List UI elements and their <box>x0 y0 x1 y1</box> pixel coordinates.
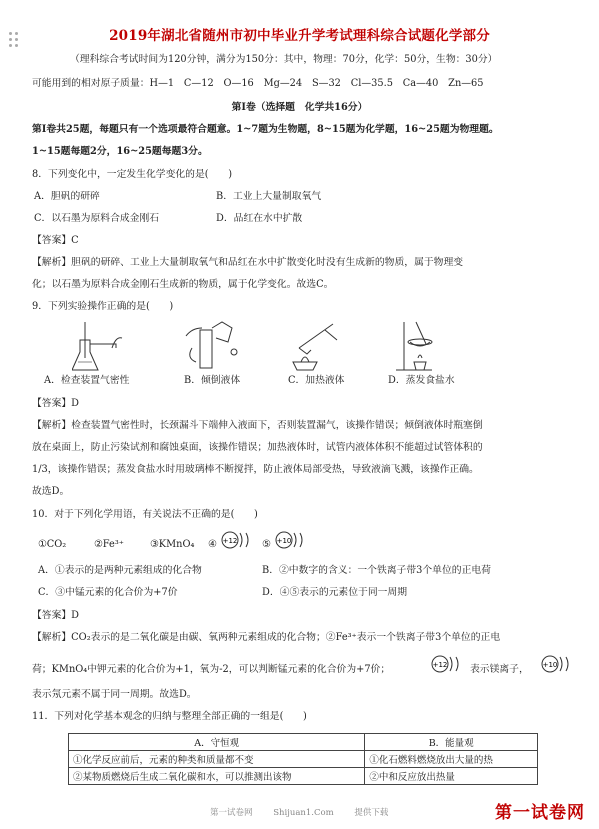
q9-explanation-2: 放在桌面上，防止污染试剂和腐蚀桌面，该操作错误；加热液体时，试管内液体体积不能超过试管体积的 <box>32 442 483 453</box>
q9-explanation-1: 【解析】检查装置气密性时，长颈漏斗下端伸入液面下，否则装置漏气，该操作错误；倾倒液体时瓶塞倒 <box>32 420 483 431</box>
q10-explanation-3: 表示氖元素不属于同一周期。故选D。 <box>32 689 197 700</box>
q10-symbol-3: ③KMnO₄ <box>150 539 195 550</box>
question-10: 10．对于下列化学用语，有关说法不正确的是( ) <box>32 509 258 520</box>
q8-option-c: C．以石墨为原料合成金刚石 <box>34 213 160 224</box>
atom-label-12: +12 <box>222 537 238 545</box>
atom-label-10: +10 <box>276 537 292 545</box>
table-header-b: B．能量观 <box>365 734 538 751</box>
question-8: 8．下列变化中，一定发生化学变化的是( ) <box>32 169 233 180</box>
brand-watermark: 第一试卷网 <box>495 803 585 823</box>
q10-explanation-1: 【解析】CO₂表示的是二氧化碳是由碳、氧两种元素组成的化合物；②Fe³⁺表示一个铁离子带3个单位的正电 <box>32 632 501 643</box>
table-cell-b2: ②中和反应放出热量 <box>365 768 538 785</box>
question-9: 9．下列实验操作正确的是( ) <box>32 301 174 312</box>
footer-site-name: 第一试卷网 <box>210 808 253 818</box>
q9-explanation-4: 故选D。 <box>32 486 70 497</box>
q10-explanation-2: 荷；KMnO₄中钾元素的化合价为+1，氧为-2，可以判断锰元素的化合价为+7价； <box>32 664 391 675</box>
table-cell-a1: ①化学反应前后，元素的种类和质量都不变 <box>69 751 365 768</box>
q9-option-b: B．倾倒液体 <box>184 375 241 386</box>
q10-symbol-2: ②Fe³⁺ <box>94 539 124 550</box>
q10-symbol-5: ⑤ <box>262 539 271 550</box>
page-footer <box>210 806 406 818</box>
q8-explanation-1: 【解析】胆矾的研碎、工业上大量制取氧气和品红在水中扩散变化时没有生成新的物质，属于物理变 <box>32 257 464 268</box>
q9-option-a: A．检查装置气密性 <box>44 375 130 386</box>
q10-explanation-2b: 表示镁离子， <box>470 664 529 675</box>
instructions-line-2: 1~15题每题2分，16~25题每题3分。 <box>32 146 208 157</box>
table-cell-b1: ①化石燃料燃烧放出大量的热 <box>365 751 538 768</box>
q10-answer: 【答案】D <box>32 610 80 621</box>
flask-apparatus-icon <box>72 322 122 370</box>
q9-option-d: D．蒸发食盐水 <box>388 375 455 386</box>
footer-site-url: Shijuan1.Com <box>273 808 334 818</box>
atom-label-10-inline: +10 <box>542 661 558 669</box>
section-heading: 第Ⅰ卷（选择题 化学共16分） <box>231 102 368 113</box>
q11-options-table <box>68 733 538 785</box>
page-title: 2019年湖北省随州市初中毕业升学考试理科综合试题化学部分 <box>109 28 490 44</box>
q10-option-d: D．④⑤表示的元素位于同一周期 <box>262 587 408 598</box>
table-header-a: A．守恒观 <box>69 734 365 751</box>
neon-atom-diagram-icon <box>274 528 310 552</box>
lab-diagrams <box>72 318 492 374</box>
q10-option-a: A．①表示的是两种元素组成的化合物 <box>38 565 202 576</box>
magnesium-ion-diagram-icon <box>220 528 256 552</box>
magnesium-ion-inline-icon <box>430 652 466 676</box>
evaporating-dish-icon <box>396 322 432 370</box>
q8-option-a: A．胆矾的研碎 <box>34 191 100 202</box>
question-11: 11．下列对化学基本观念的归纳与整理全部正确的一组是( ) <box>32 711 307 722</box>
footer-download: 提供下载 <box>354 808 389 818</box>
q8-option-b: B．工业上大量制取氧气 <box>216 191 322 202</box>
q10-symbol-4: ④ <box>208 539 217 550</box>
q8-explanation-2: 化；以石墨为原料合成金刚石生成新的物质，属于化学变化。故选C。 <box>32 279 334 290</box>
instructions-line-1: 第Ⅰ卷共25题，每题只有一个选项最符合题意。1~7题为生物题，8~15题为化学题，16~25题为物理题。 <box>32 124 499 135</box>
q9-answer: 【答案】D <box>32 398 80 409</box>
atomic-mass-info: 可能用到的相对原子质量：H—1 C—12 O—16 Mg—24 S—32 Cl—35.5 Ca—40 Zn—65 <box>32 78 484 89</box>
table-cell-a2: ②某物质燃烧后生成二氧化碳和水，可以推测出该物 <box>69 768 365 785</box>
pouring-liquid-icon <box>186 322 237 368</box>
q9-option-c: C．加热液体 <box>288 375 345 386</box>
q8-option-d: D．品红在水中扩散 <box>216 213 303 224</box>
q10-option-c: C．③中锰元素的化合价为+7价 <box>38 587 178 598</box>
heating-liquid-icon <box>293 324 337 370</box>
neon-atom-inline-icon <box>540 652 576 676</box>
q8-answer: 【答案】C <box>32 235 79 246</box>
q10-option-b: B．②中数字的含义：一个铁离子带3个单位的正电荷 <box>262 565 491 576</box>
exam-info: （理科综合考试时间为120分钟，满分为150分：其中，物理：70分，化学：50分，生物：30分） <box>70 54 498 65</box>
atom-label-12-inline: +12 <box>432 661 448 669</box>
q9-explanation-3: 1/3，该操作错误；蒸发食盐水时用玻璃棒不断搅拌，防止液体局部受热，导致液滴飞溅，该操作正确。 <box>32 464 479 475</box>
q10-symbol-1: ①CO₂ <box>38 539 67 550</box>
